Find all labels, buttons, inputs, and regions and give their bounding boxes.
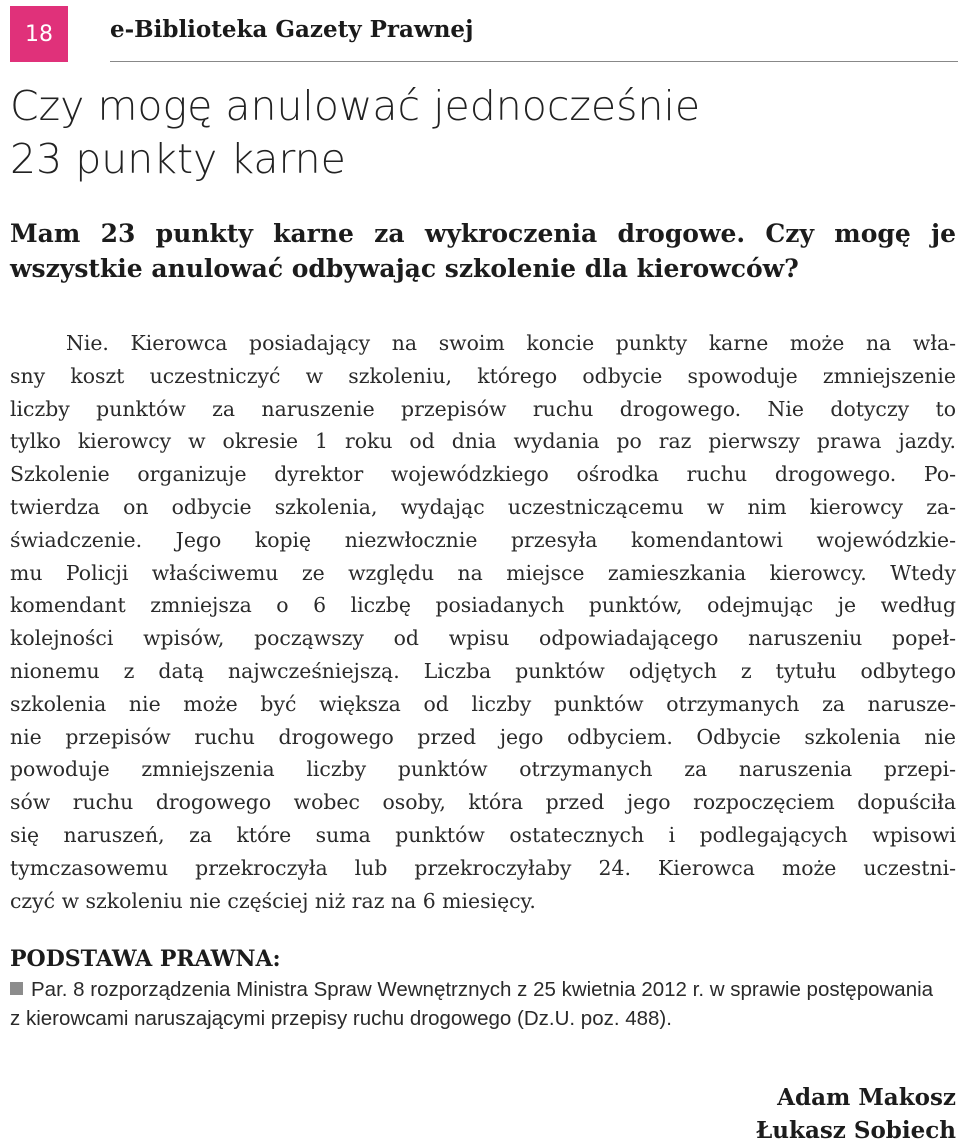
answer-line: powoduje zmniejszenia liczby punktów otrzymanych za naruszenia przepi-: [10, 757, 956, 782]
publication-title: e-Biblioteka Gazety Prawnej: [110, 16, 474, 43]
page-number-badge: [10, 6, 68, 62]
article-title-line: 23 punkty karne: [10, 135, 346, 183]
answer-line: Nie. Kierowca posiadający na swoim koncie punkty karne może na wła-: [66, 331, 956, 355]
answer-line: nie przepisów ruchu drogowego przed jego odbyciem. Odbycie szkolenia nie: [10, 724, 956, 749]
answer-line: szkolenia nie może być większa od liczby punktów otrzymanych za narusze-: [10, 691, 956, 716]
legal-basis-heading: PODSTAWA PRAWNA:: [10, 946, 281, 972]
header-divider: [110, 61, 958, 62]
answer-line: świadczenie. Jego kopię niezwłocznie przesyła komendantowi wojewódzkie-: [10, 527, 956, 552]
answer-line: Szkolenie organizuje dyrektor wojewódzkiego ośrodka ruchu drogowego. Po-: [10, 462, 956, 487]
answer-line: tylko kierowcy w okresie 1 roku od dnia wydania po raz pierwszy prawa jazdy.: [10, 429, 956, 454]
answer-line: liczby punktów za naruszenie przepisów ruchu drogowego. Nie dotyczy to: [10, 396, 956, 421]
answer-line: komendant zmniejsza o 6 liczbę posiadanych punktów, odejmując je według: [10, 593, 956, 618]
question-line: wszystkie anulować odbywając szkolenie dla kierowców?: [10, 254, 799, 283]
reader-question: [10, 216, 956, 286]
answer-line: twierdza on odbycie szkolenia, wydając uczestniczącemu w nim kierowcy za-: [10, 494, 956, 519]
answer-line: nionemu z datą najwcześniejszą. Liczba punktów odjętych z tytułu odbytego: [10, 658, 956, 683]
article-title-line: Czy mogę anulować jednocześnie: [10, 82, 701, 130]
answer-line: kolejności wpisów, począwszy od wpisu odpowiadającego naruszeniu popeł-: [10, 626, 956, 651]
answer-body: [10, 327, 956, 917]
square-bullet-icon: [10, 982, 23, 995]
legal-basis-text: Par. 8 rozporządzenia Ministra Spraw Wewnętrznych z 25 kwietnia 2012 r. w sprawie postępowania: [31, 978, 934, 1001]
author-name: Łukasz Sobiech: [755, 1117, 956, 1144]
answer-line: mu Policji właściwemu ze względu na miejsce zamieszkania kierowcy. Wtedy: [10, 560, 956, 585]
page-number: 18: [25, 21, 53, 47]
answer-line: sny koszt uczestniczyć w szkoleniu, którego odbycie spowoduje zmniejszenie: [10, 363, 956, 388]
question-line: Mam 23 punkty karne za wykroczenia drogowe. Czy mogę je: [10, 219, 956, 248]
legal-basis-reference: [10, 975, 956, 1033]
legal-basis-line: [10, 975, 956, 1004]
article-title: [10, 80, 700, 186]
author-name: Adam Makosz: [777, 1084, 956, 1111]
answer-line: się naruszeń, za które suma punktów ostatecznych i podlegających wpisowi: [10, 822, 956, 847]
legal-basis-line: z kierowcami naruszającymi przepisy ruchu drogowego (Dz.U. poz. 488).: [10, 1007, 672, 1030]
answer-line: sów ruchu drogowego wobec osoby, która przed jego rozpoczęciem dopuściła: [10, 790, 956, 815]
answer-line: czyć w szkoleniu nie częściej niż raz na 6 miesięcy.: [10, 888, 536, 913]
answer-line: tymczasowemu przekroczyła lub przekroczyłaby 24. Kierowca może uczestni-: [10, 855, 956, 880]
